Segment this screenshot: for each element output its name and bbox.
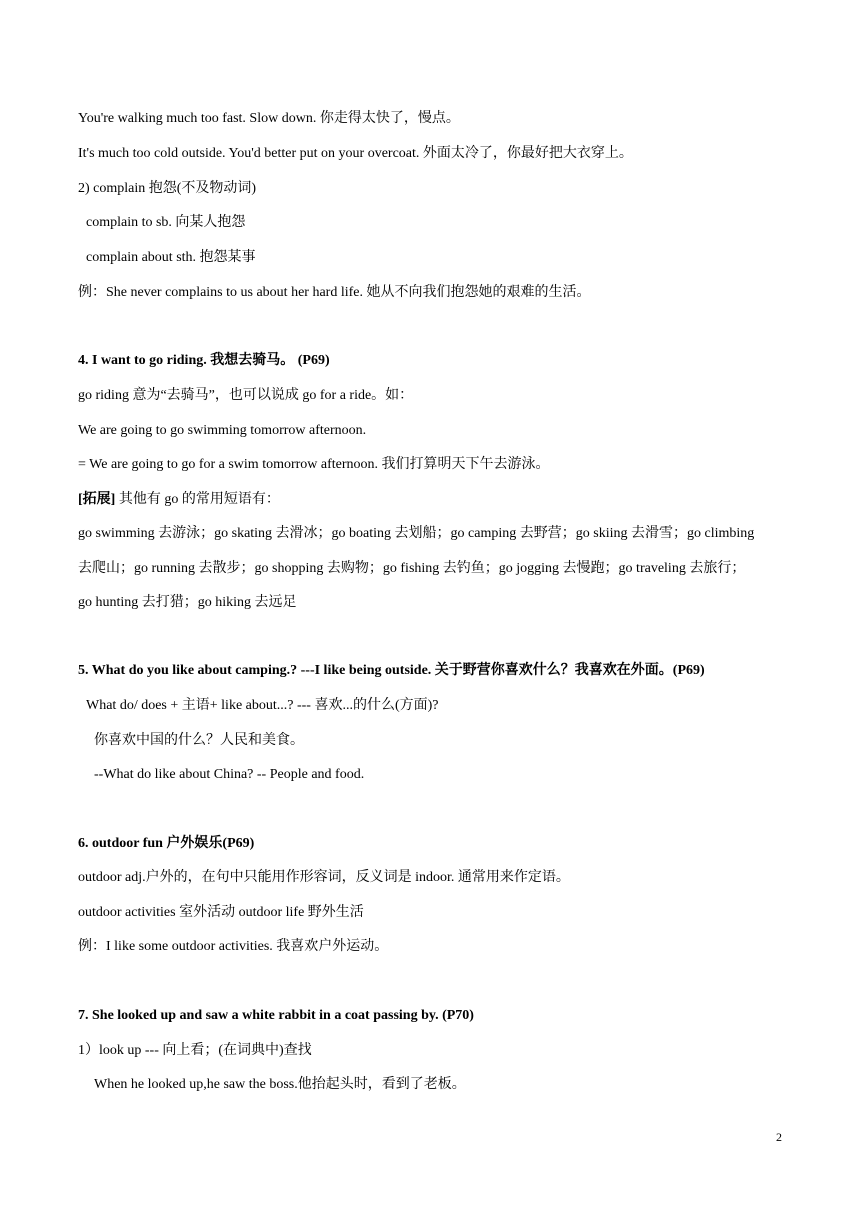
text-line: 你喜欢中国的什么？人民和美食。 <box>94 733 304 748</box>
text-line: We are going to go swimming tomorrow afternoon. <box>78 423 367 438</box>
extension-label: [拓展] <box>78 492 116 507</box>
text-line: What do/ does + 主语+ like about...? --- 喜欢...的什么(方面)? <box>86 698 439 713</box>
text-line: 例：She never complains to us about her hard life. 她从不向我们抱怨她的艰难的生活。 <box>78 285 591 300</box>
section-heading: 4. I want to go riding. 我想去骑马。 (P69) <box>78 353 330 368</box>
section-heading: 6. outdoor fun 户外娱乐(P69) <box>78 836 255 851</box>
text-line: 1）look up --- 向上看；(在词典中)查找 <box>78 1043 312 1058</box>
page-number: 2 <box>776 1130 782 1144</box>
text-line: 2) complain 抱怨(不及物动词) <box>78 181 257 196</box>
text-line: complain about sth. 抱怨某事 <box>86 250 256 265</box>
text-line: go hunting 去打猎；go hiking 去远足 <box>78 595 297 610</box>
text-line: go swimming 去游泳；go skating 去滑冰；go boating 去划船；go camping 去野营；go skiing 去滑雪；go climbing <box>78 526 755 541</box>
text-line: outdoor activities 室外活动 outdoor life 野外生活 <box>78 905 364 920</box>
text-line <box>78 491 280 509</box>
text-line: outdoor adj.户外的，在句中只能用作形容词，反义词是 indoor. 通常用来作定语。 <box>78 870 570 885</box>
text-line: You're walking much too fast. Slow down. 你走得太快了，慢点。 <box>78 111 460 126</box>
section-heading: 7. She looked up and saw a white rabbit in a coat passing by. (P70) <box>78 1008 474 1023</box>
text-line: --What do like about China? -- People and food. <box>94 767 365 782</box>
text-line: complain to sb. 向某人抱怨 <box>86 215 246 230</box>
section-heading: 5. What do you like about camping.? ---I like being outside. 关于野营你喜欢什么？我喜欢在外面。(P69) <box>78 663 705 678</box>
text-line: go riding 意为“去骑马”，也可以说成 go for a ride。如： <box>78 388 414 403</box>
text-line: = We are going to go for a swim tomorrow afternoon. 我们打算明天下午去游泳。 <box>78 457 550 472</box>
text-line: It's much too cold outside. You'd better put on your overcoat. 外面太冷了，你最好把大衣穿上。 <box>78 146 633 161</box>
extension-text: 其他有 go 的常用短语有： <box>115 492 280 507</box>
text-line: When he looked up,he saw the boss.他抬起头时，看到了老板。 <box>94 1077 466 1092</box>
text-line: 去爬山；go running 去散步；go shopping 去购物；go fishing 去钓鱼；go jogging 去慢跑；go traveling 去旅行； <box>78 561 746 576</box>
text-line: 例：I like some outdoor activities. 我喜欢户外运动。 <box>78 939 389 954</box>
